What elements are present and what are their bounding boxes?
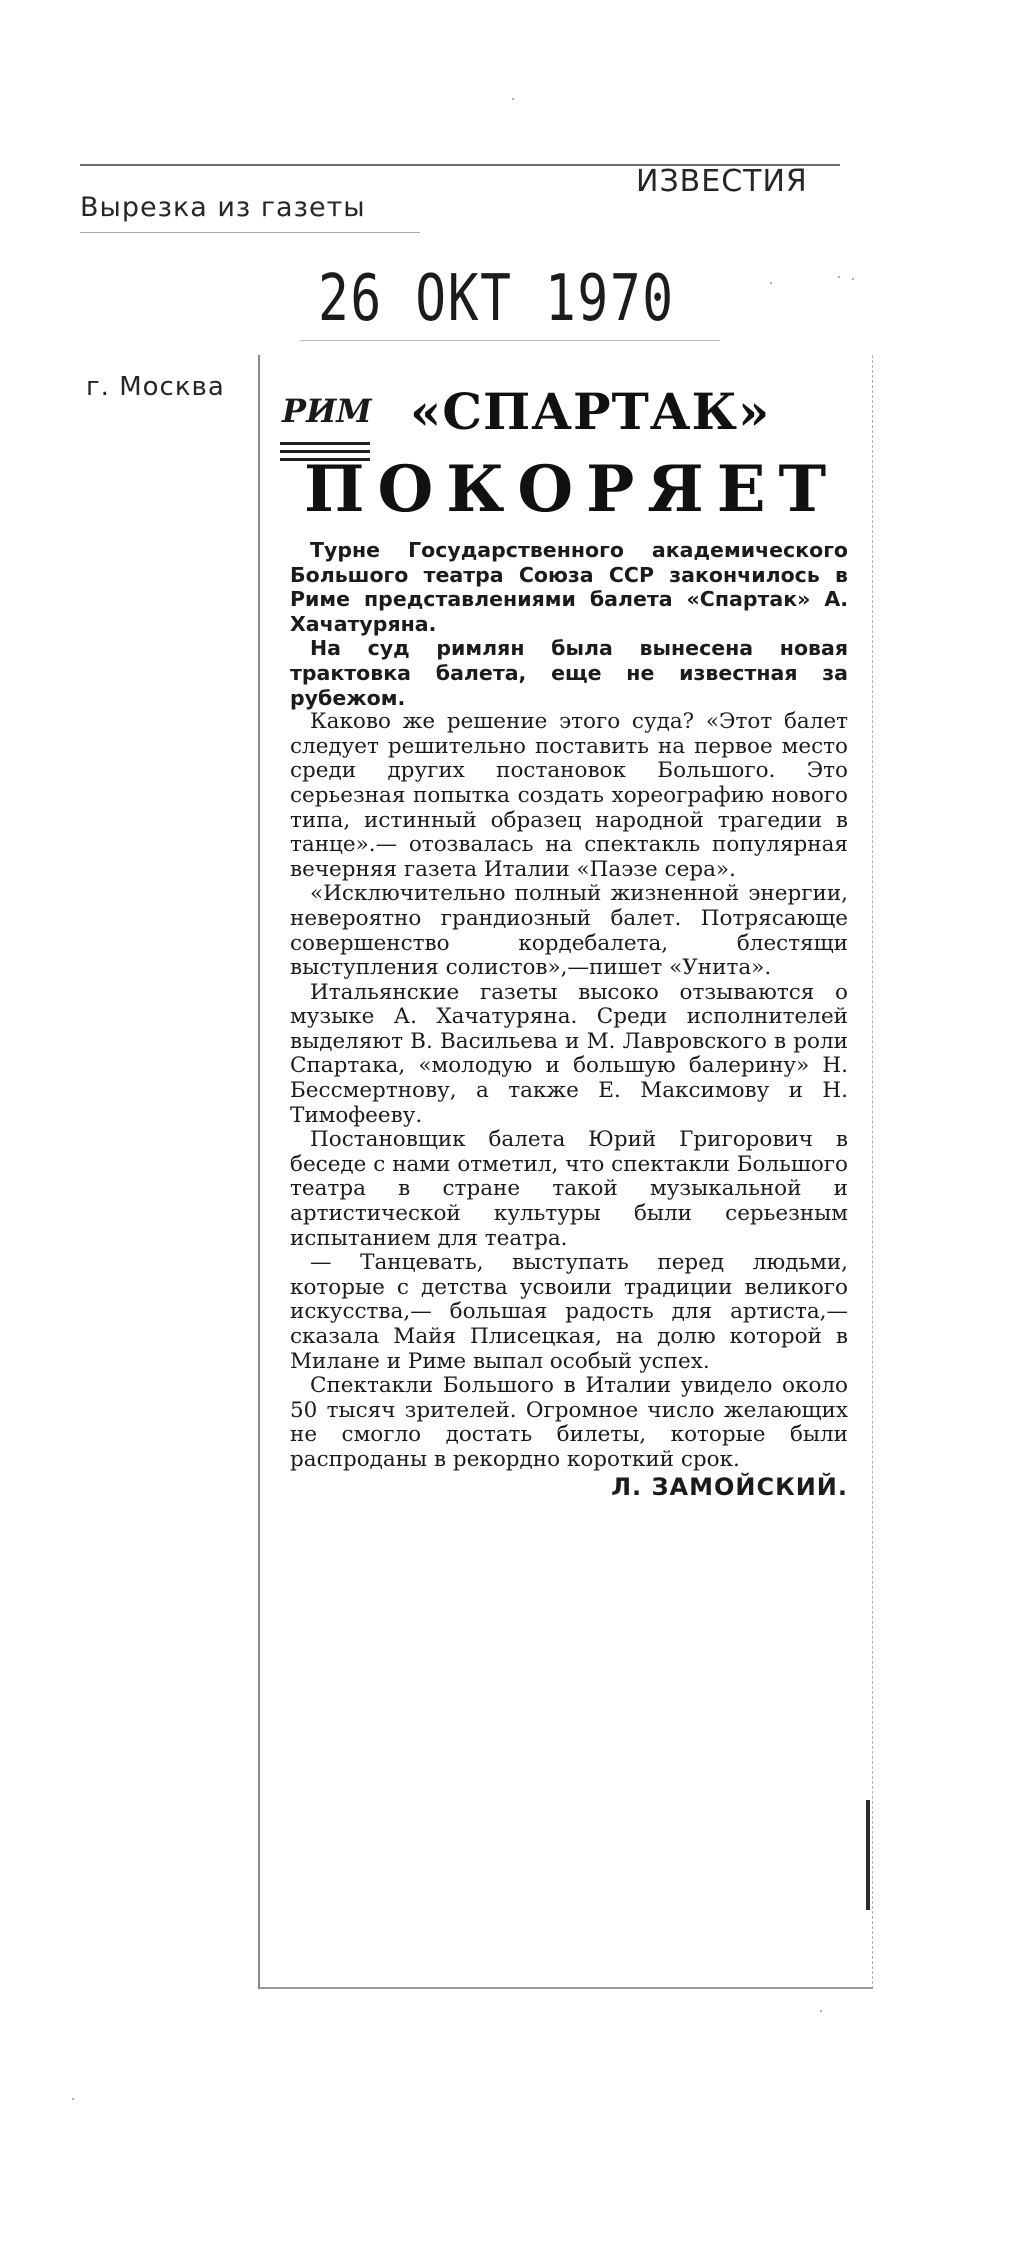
article-body (290, 538, 848, 1499)
article-paragraph: Спектакли Большого в Италии увидело около 50 тысяч зрителей. Огромное число желающих не смогло достать билеты, которые были распроданы в рекордно короткий срок. (290, 1373, 848, 1472)
article-paragraph: Постановщик балета Юрий Григорович в беседе с нами отметил, что спектакли Большого театра в стране такой музыкальной и артистической культуры были серьезным испытанием для театра. (290, 1127, 848, 1251)
date-stamp: 26 ОКТ 1970 (318, 262, 675, 336)
article-paragraph: «Исключительно полный жизненной энергии, невероятно грандиозный балет. Потрясающе совершенство кордебалета, блестящи выступления солистов»,—пишет «Унита». (290, 881, 848, 981)
clipping-edge-mark (866, 1800, 870, 1910)
scan-speck (820, 2010, 822, 2012)
article-paragraph: На суд римлян была вынесена новая трактовка балета, еще не известная за рубежом. (290, 636, 848, 710)
clipping-form-label: Вырезка из газеты (80, 192, 366, 223)
scan-speck (512, 98, 514, 100)
article-paragraph: — Танцевать, выступать перед людьми, которые с детства усвоили традиции великого искусства,— большая радость для артиста,— сказала Майя Плисецкая, на долю которой в Милане и Риме выпал особый успех. (290, 1250, 848, 1374)
scan-speck (838, 276, 840, 278)
form-label-underline (80, 232, 420, 233)
article-paragraph: Каково же решение этого суда? «Этот балет следует решительно поставить на первое место среди других постановок Большого. Это серьезная попытка создать хореографию нового типа, истинный образец народной трагедии в танце».— отозвалась на спектакль популярная вечерняя газета Италии «Паэзе сера». (290, 709, 848, 882)
scan-speck (770, 282, 772, 284)
headline-line-1: «СПАРТАК» (410, 382, 771, 441)
article-paragraph: Итальянские газеты высоко отзываются о музыке А. Хачатуряна. Среди исполнителей выделяют В. Васильева и М. Лавровского в роли Спартака, «молодую и большую балерину» Н. Бессмертнову, а также Е. Максимову и Н. Тимофееву. (290, 979, 848, 1128)
scan-speck (852, 278, 854, 280)
newspaper-name: ИЗВЕСТИЯ (636, 164, 808, 199)
city-label: г. Москва (86, 372, 225, 402)
form-date-underline (300, 340, 720, 341)
article-paragraph: Турне Государственного академического Большого театра Союза ССР закончилось в Риме представлениями балета «Спартак» А. Хачатуряна. (290, 538, 848, 636)
headline-line-2: ПОКОРЯЕТ (304, 452, 840, 527)
scan-speck (72, 2098, 74, 2100)
byline: Л. ЗАМОЙСКИЙ. (611, 1472, 848, 1501)
dateline-rule (280, 442, 370, 445)
dateline: РИМ (282, 392, 372, 430)
